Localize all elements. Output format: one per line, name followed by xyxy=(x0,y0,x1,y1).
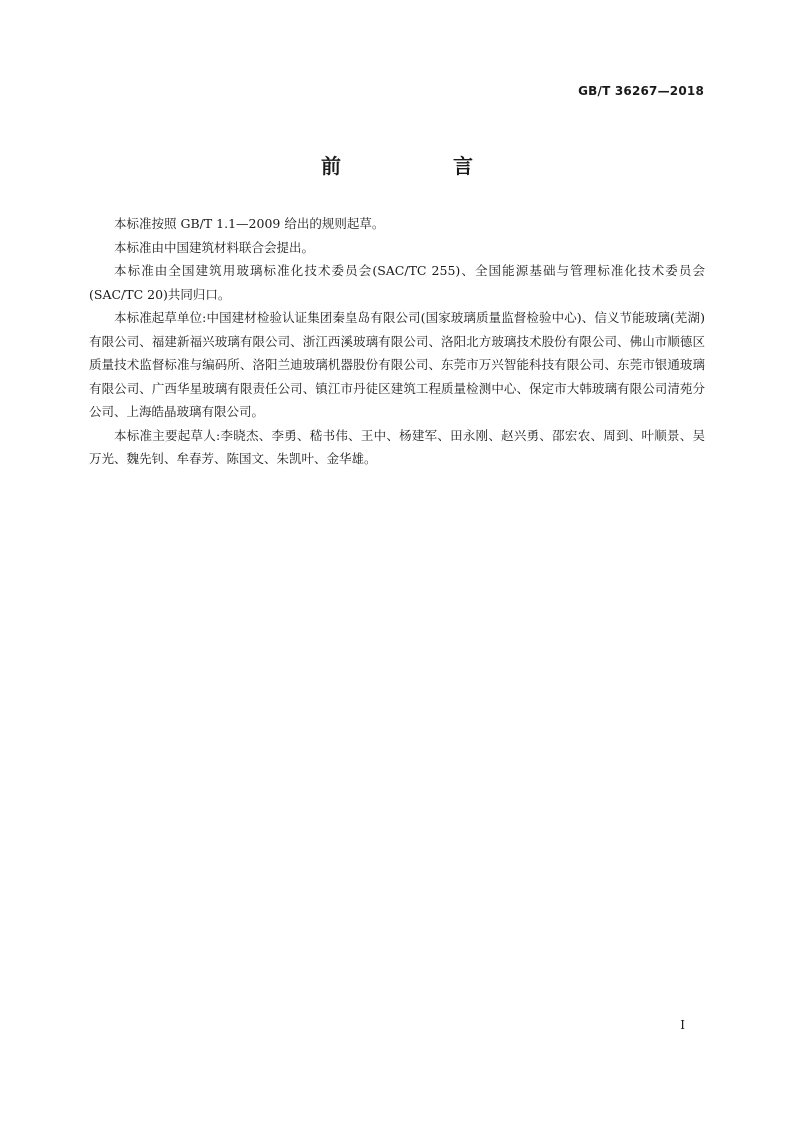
paragraph-drafting-rules: 本标准按照 GB/T 1.1—2009 给出的规则起草。 xyxy=(114,216,385,231)
standard-code: GB/T 36267—2018 xyxy=(578,84,704,98)
page-number: I xyxy=(680,1018,685,1032)
page-title: 前 言 xyxy=(321,154,519,178)
preface-body xyxy=(89,212,705,471)
paragraph-drafting-organizations: 本标准起草单位:中国建材检验认证集团秦皇岛有限公司(国家玻璃质量监督检验中心)、信义节能玻璃(芜湖)有限公司、福建新福兴玻璃有限公司、浙江西溪玻璃有限公司、洛阳北方玻璃技术股份有限公司、佛山市顺德区质量技术监督标准与编码所、洛阳兰迪玻璃机器股份有限公司、东莞市万兴智能科技有限公司、东莞市银通玻璃有限公司、广西华星玻璃有限责任公司、镇江市丹徒区建筑工程质量检测中心、保定市大韩玻璃有限公司清苑分公司、上海皓晶玻璃有限公司。 xyxy=(89,310,705,419)
paragraph-centralized-management: 本标准由全国建筑用玻璃标准化技术委员会(SAC/TC 255)、全国能源基础与管理标准化技术委员会(SAC/TC 20)共同归口。 xyxy=(89,263,705,302)
paragraph-main-drafters: 本标准主要起草人:李晓杰、李勇、嵇书伟、王中、杨建军、田永刚、赵兴勇、邵宏农、周到、叶顺景、吴万光、魏先钊、牟春芳、陈国文、朱凯叶、金华雄。 xyxy=(89,427,705,466)
paragraph-proposer: 本标准由中国建筑材料联合会提出。 xyxy=(114,239,315,255)
